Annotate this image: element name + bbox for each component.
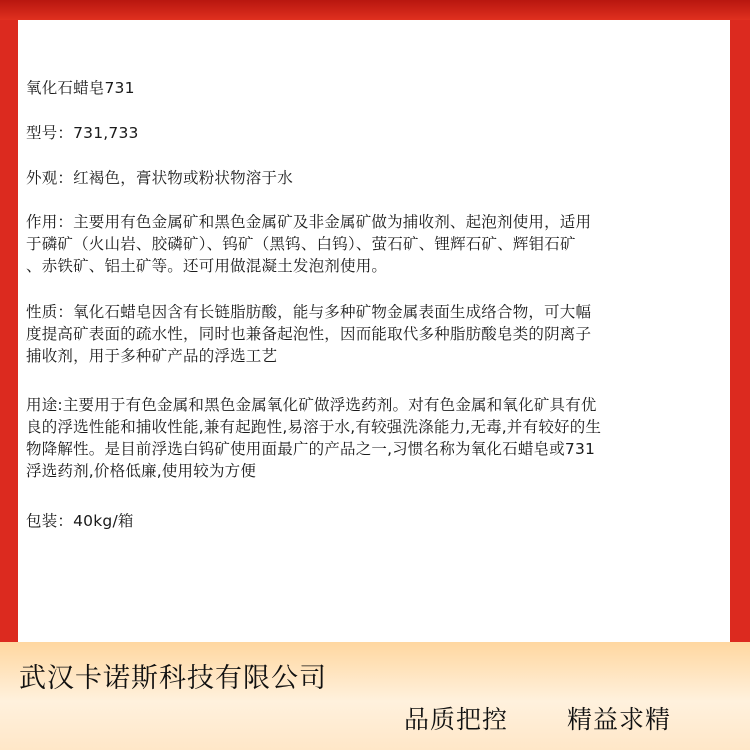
property-line: 性质：氧化石蜡皂因含有长链脂肪酸，能与多种矿物金属表面生成络合物，可大幅 [26,303,592,321]
usage-line: 良的浮选性能和捕收性能,兼有起跑性,易溶于水,有较强洗涤能力,无毒,并有较好的生 [26,418,602,436]
function-line: 作用：主要用有色金属矿和黑色金属矿及非金属矿做为捕收剂、起泡剂使用，适用 [26,213,592,231]
property-line: 捕收剂，用于多种矿产品的浮选工艺 [26,347,278,365]
product-function-section [26,211,726,277]
function-line: 于磷矿（火山岩、胶磷矿）、钨矿（黑钨、白钨）、萤石矿、锂辉石矿、辉钼石矿 [26,235,576,253]
product-usage-section [26,394,726,482]
top-red-banner [0,0,750,20]
product-model: 型号：731,733 [26,124,139,142]
usage-line: 浮选药剂,价格低廉,使用较为方便 [26,462,257,480]
product-appearance: 外观：红褐色，膏状物或粉状物溶于水 [26,169,293,187]
usage-line: 用途:主要用于有色金属和黑色金属氧化矿做浮选药剂。对有色金属和氧化矿具有优 [26,396,597,414]
slogan-quality: 品质把控 [404,705,509,734]
product-packaging: 包装：40kg/箱 [26,512,134,530]
usage-line: 物降解性。是目前浮选白钨矿使用面最广的产品之一,习惯名称为氧化石蜡皂或731 [26,440,596,458]
slogan-excellence: 精益求精 [567,705,672,734]
product-info-card [18,20,730,642]
property-line: 度提高矿表面的疏水性，同时也兼备起泡性，因而能取代多种脂肪酸皂类的阴离子 [26,325,592,343]
company-name: 武汉卡诺斯科技有限公司 [19,663,327,694]
product-title: 氧化石蜡皂731 [26,79,135,97]
function-line: 、赤铁矿、铝土矿等。还可用做混凝土发泡剂使用。 [26,257,388,275]
footer-banner [0,642,750,750]
product-property-section [26,301,726,367]
